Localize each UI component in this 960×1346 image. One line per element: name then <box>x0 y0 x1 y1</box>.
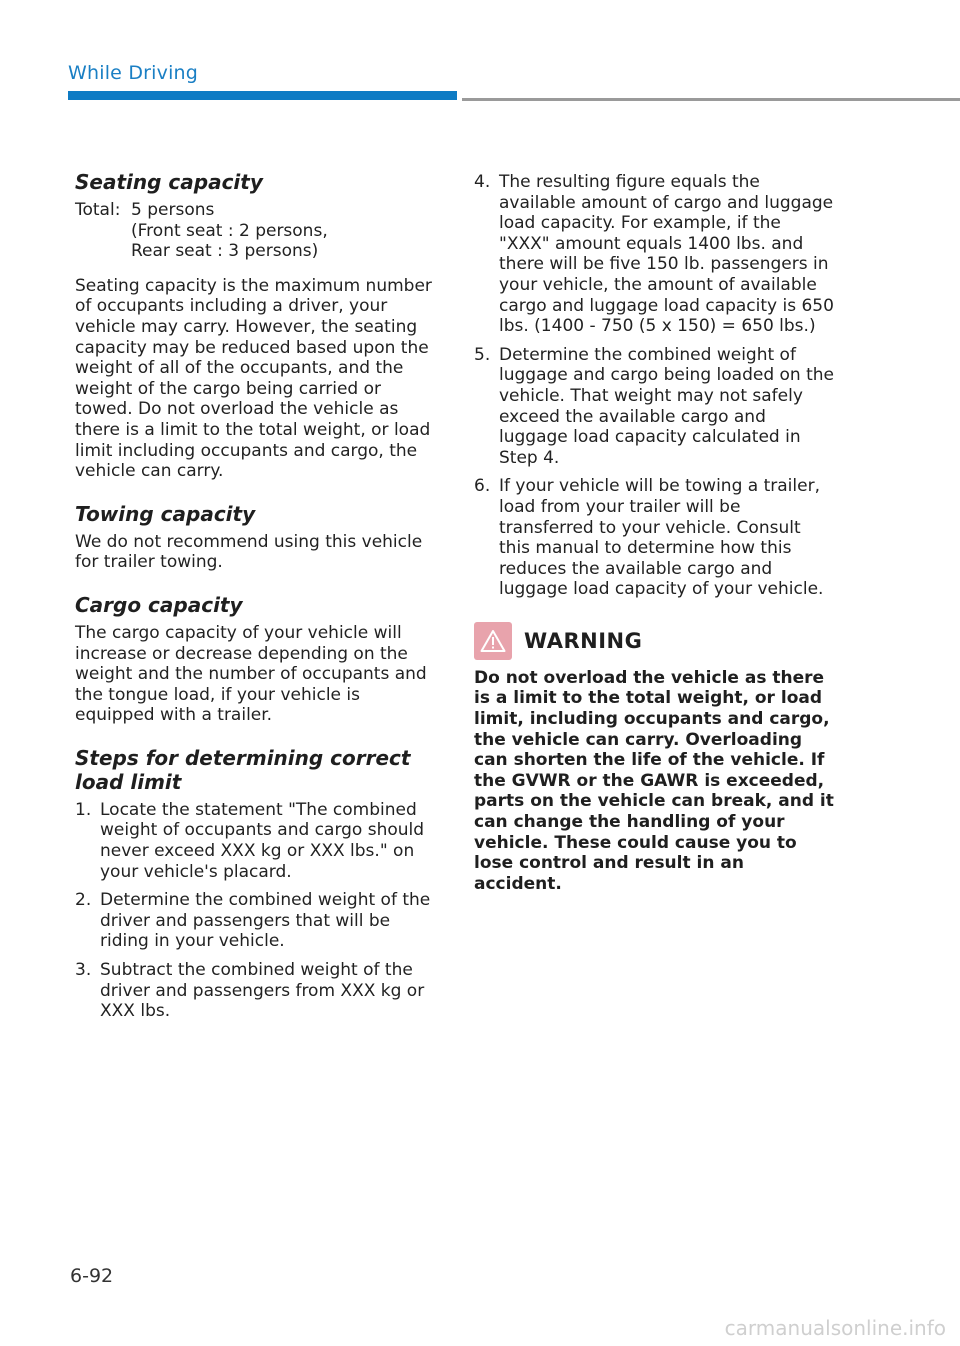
seating-total-value: 5 persons <box>131 200 215 220</box>
step-text: Determine the combined weight of luggage and cargo being loaded on the vehicle. That weight may not safely exceed the available cargo and luggage load capacity calculated in Step 4. <box>499 344 834 468</box>
list-item <box>75 890 440 952</box>
step-number: 4. <box>474 172 491 192</box>
cargo-capacity-body: The cargo capacity of your vehicle will increase or decrease depending on the weight and the number of occupants and the tongue load, if your vehicle is equipped with a trailer. <box>75 622 427 726</box>
step-text: Determine the combined weight of the driver and passengers that will be riding in your vehicle. <box>100 890 431 952</box>
list-item <box>474 172 834 337</box>
step-text: If your vehicle will be towing a trailer, load from your trailer will be transferred to your vehicle. Consult this manual to determine how this reduces the available cargo and luggage load capacity of your vehicle. <box>499 476 824 600</box>
load-limit-steps-list-continued <box>474 172 834 600</box>
seating-capacity-body: Seating capacity is the maximum number of occupants including a driver, your vehicle may carry. However, the seating capacity may be reduced based upon the weight of all of the occupants, and the weight of the cargo being carried or towed. Do not overload the vehicle as there is a limit to the total weight, or load limit including occupants and cargo, the vehicle can carry. <box>75 275 432 482</box>
watermark: carmanualsonline.info <box>724 1316 946 1340</box>
warning-label: WARNING <box>524 628 643 653</box>
header-rule-accent <box>68 91 457 100</box>
list-item <box>474 476 834 600</box>
page-number: 6-92 <box>70 1265 114 1287</box>
towing-capacity-body: We do not recommend using this vehicle for trailer towing. <box>75 531 423 573</box>
seating-capacity-heading: Seating capacity <box>75 170 263 194</box>
step-number: 3. <box>75 960 92 981</box>
list-item <box>474 345 834 469</box>
list-item <box>75 800 440 882</box>
step-text: Locate the statement "The combined weight of occupants and cargo should never exceed XXX kg or XXX lbs." on your vehicle's placard. <box>100 799 425 882</box>
step-number: 5. <box>474 344 491 365</box>
list-item <box>75 960 440 1022</box>
step-text: Subtract the combined weight of the driver and passengers from XXX kg or XXX lbs. <box>100 960 425 1022</box>
step-number: 6. <box>474 476 491 497</box>
warning-text: Do not overload the vehicle as there is a limit to the total weight, or load limit, including occupants and cargo, the vehicle can carry. Overloading can shorten the life of the vehicle. If the GVWR or the GAWR is exceeded, parts on the vehicle can break, and it can change the handling of your vehicle. These could cause you to lose control and result in an accident. <box>474 667 834 894</box>
header-rule-grey <box>462 98 960 101</box>
section-title: While Driving <box>68 62 199 84</box>
seating-total <box>75 200 440 262</box>
warning-triangle-icon <box>474 622 512 660</box>
step-number: 1. <box>75 799 92 820</box>
seating-total-rear: Rear seat : 3 persons) <box>131 241 319 262</box>
seating-total-value-group <box>131 200 440 262</box>
step-text: The resulting figure equals the available amount of cargo and luggage load capacity. For example, if the "XXX" amount equals 1400 lbs. and there will be five 150 lb. passengers in your vehicle, the amount of available cargo and luggage load capacity is 650 lbs. (1400 - 750 (5 x 150) = 650 lbs.) <box>499 172 834 337</box>
seating-total-front: (Front seat : 2 persons, <box>131 220 328 241</box>
towing-capacity-heading: Towing capacity <box>75 501 256 526</box>
step-number: 2. <box>75 890 92 911</box>
right-column <box>474 172 834 894</box>
left-column <box>75 170 440 1030</box>
load-limit-steps-list <box>75 800 440 1022</box>
cargo-capacity-heading: Cargo capacity <box>75 592 243 617</box>
load-limit-steps-heading: Steps for determining correct load limit <box>75 745 411 794</box>
seating-total-label: Total: <box>75 200 121 220</box>
warning-header <box>474 622 834 660</box>
